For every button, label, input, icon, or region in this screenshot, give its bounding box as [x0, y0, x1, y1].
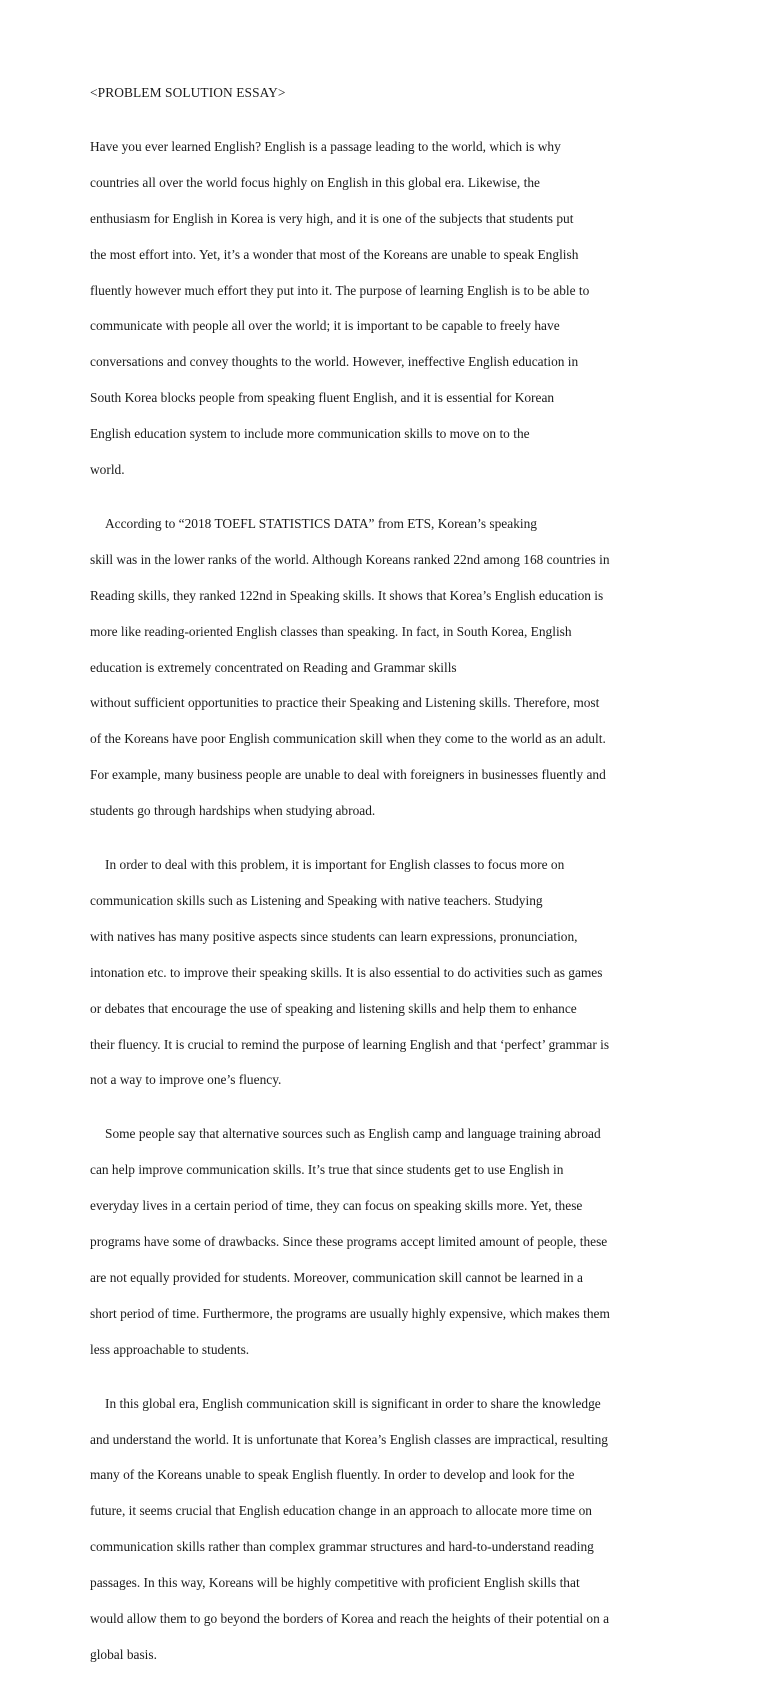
text-line: Some people say that alternative sources such as English camp and language training abroad: [105, 1126, 601, 1142]
text-line: conversations and convey thoughts to the world. However, ineffective English education in: [90, 354, 579, 370]
paragraph-solution: [90, 838, 680, 1107]
text-line: less approachable to students.: [90, 1341, 250, 1357]
text-line: global basis.: [90, 1646, 157, 1662]
text-line: the most effort into. Yet, it’s a wonder that most of the Koreans are unable to speak English: [90, 246, 579, 262]
essay-page: [90, 84, 680, 1682]
text-line: communication skills rather than complex grammar structures and hard-to-understand reading: [90, 1539, 594, 1555]
text-line: In order to deal with this problem, it is important for English classes to focus more on: [105, 857, 565, 873]
text-line: skill was in the lower ranks of the world. Although Koreans ranked 22nd among 168 countries in: [90, 551, 610, 567]
text-line: passages. In this way, Koreans will be highly competitive with proficient English skills that: [90, 1575, 580, 1591]
text-line: or debates that encourage the use of speaking and listening skills and help them to enhance: [90, 1000, 577, 1016]
text-line: programs have some of drawbacks. Since these programs accept limited amount of people, these: [90, 1234, 608, 1250]
text-line: short period of time. Furthermore, the programs are usually highly expensive, which makes them: [90, 1305, 610, 1321]
text-line: For example, many business people are unable to deal with foreigners in businesses fluently and: [90, 767, 606, 783]
text-line: education is extremely concentrated on Reading and Grammar skills: [90, 659, 457, 675]
text-line: many of the Koreans unable to speak English fluently. In order to develop and look for the: [90, 1467, 575, 1483]
paragraph-problem: [90, 497, 680, 838]
text-line: of the Koreans have poor English communication skill when they come to the world as an adult.: [90, 731, 606, 747]
text-line: English education system to include more communication skills to move on to the: [90, 426, 530, 442]
text-line: can help improve communication skills. It’s true that since students get to use English in: [90, 1162, 564, 1178]
text-line: fluently however much effort they put into it. The purpose of learning English is to be able to: [90, 282, 590, 298]
text-line: without sufficient opportunities to practice their Speaking and Listening skills. Therefore, most: [90, 695, 600, 711]
text-line: with natives has many positive aspects since students can learn expressions, pronunciation,: [90, 928, 578, 944]
text-line: Reading skills, they ranked 122nd in Speaking skills. It shows that Korea’s English education is: [90, 587, 604, 603]
text-line: their fluency. It is crucial to remind the purpose of learning English and that ‘perfect’ grammar is: [90, 1036, 610, 1052]
text-line: not a way to improve one’s fluency.: [90, 1072, 282, 1088]
text-line: everyday lives in a certain period of time, they can focus on speaking skills more. Yet, these: [90, 1198, 583, 1214]
text-line: students go through hardships when studying abroad.: [90, 803, 376, 819]
text-line: South Korea blocks people from speaking fluent English, and it is essential for Korean: [90, 390, 555, 406]
text-line: are not equally provided for students. Moreover, communication skill cannot be learned in a: [90, 1269, 583, 1285]
text-line: According to “2018 TOEFL STATISTICS DATA” from ETS, Korean’s speaking: [105, 515, 538, 531]
text-line: and understand the world. It is unfortunate that Korea’s English classes are impractical, resulting: [90, 1431, 608, 1447]
text-line: more like reading-oriented English classes than speaking. In fact, in South Korea, English: [90, 623, 572, 639]
text-line: communication skills such as Listening and Speaking with native teachers. Studying: [90, 892, 543, 908]
text-line: intonation etc. to improve their speaking skills. It is also essential to do activities such as games: [90, 964, 603, 980]
paragraph-intro: [90, 120, 680, 497]
paragraph-counterargument: [90, 1107, 680, 1376]
essay-title: <PROBLEM SOLUTION ESSAY>: [90, 85, 286, 100]
text-line: enthusiasm for English in Korea is very high, and it is one of the subjects that students put: [90, 210, 574, 226]
paragraph-conclusion: [90, 1377, 680, 1682]
text-line: countries all over the world focus highly on English in this global era. Likewise, the: [90, 174, 540, 190]
text-line: would allow them to go beyond the borders of Korea and reach the heights of their potential on a: [90, 1611, 610, 1627]
text-line: world.: [90, 462, 125, 478]
text-line: future, it seems crucial that English education change in an approach to allocate more time on: [90, 1503, 592, 1519]
text-line: communicate with people all over the world; it is important to be capable to freely have: [90, 318, 560, 334]
text-line: Have you ever learned English? English is a passage leading to the world, which is why: [90, 138, 561, 154]
text-line: In this global era, English communication skill is significant in order to share the knowledge: [105, 1395, 601, 1411]
